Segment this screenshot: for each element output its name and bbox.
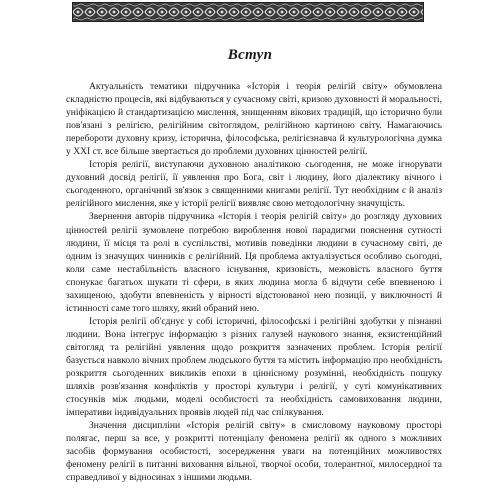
section-heading: Вступ	[227, 47, 273, 63]
paragraph-5: Значення дисципліни «Історія релігій світу» в смисловому науковому просторі полягає, перш за все, у розкритті потенціалу феномена релігії як одного з можливих засобів формування особистості, зосередження уваги на потенційних можливостях феномену релігії в питанні виховання вільної, творчої особи, толерантної, милосердної та справедливої у відносинах з іншими людьми.	[66, 420, 442, 484]
paragraph-4: Історія релігії об'єднує у собі історичні, філософські і релігійні здобутки у пізнанні людини. Вона інтегрує інформацію з різних галузей наукового знання, екзистенційний світогляд та релігійні уявлення щодо розкриття зазначених проблем. Історія релігії базується навколо вічних проблем людського буття та містить інформацію про необхідність розкриття сьогоденних викликів епохи в ціннісному розумінні, необхідність пошуку шляхів розв'язання конфліктів у просторі культури і релігії, у суті комунікативних стосунків між людьми, моделі особистості та необхідність самовиховання людини, імперативи індивідуальних проявів людей під час спілкування.	[66, 315, 442, 419]
paragraph-3: Звернення авторів підручника «Історія і теорія релігій світу» до розгляду духовних цінностей релігії зумовлене потребою вироблення нової парадигми пояснення сутності людини, її місця та ролі в суспільстві, мотивів поведінки людини в сучасному світі, де одним із значущих чинників є релігійний. Ця проблема актуалізується особливо сьогодні, коли саме нестабільність власного існування, кризовість, межовість власного буття спонукає багатьох шукати ті сфери, в яких людина могла б відчути себе впевненою і захищеною, здобути впевненість у вірності відстоюваної нею позиції, у виключності й істинності саме того шляху, який обраний нею.	[66, 211, 442, 314]
body-text	[66, 80, 442, 484]
decorative-ornament-border	[72, 2, 424, 22]
paragraph-1: Актуальність тематики підручника «Історія і теорія релігій світу» обумовлена складністю процесів, які відбуваються у сучасному світі, кризою духовності й моральності, уніфікацією й стандартизацією мислення, знищенням вікових традицій, що історично були пов'язані з релігією, релігійним світоглядом, релігійною картиною світу. Намагаючись перебороти духовну кризу, історична, філософська, релігієзнавча й культурологічна думка у XXI ст. все більше звертається до проблеми духовних цінностей релігії.	[66, 81, 442, 158]
paragraph-2: Історія релігії, виступаючи духовною аналітикою сьогодення, не може ігнорувати духовний досвід релігії, її уявлення про Бога, світ і людину, його діалектику вічного і сьогоденного, органічний зв'язок з священними книгами релігії. Тут необхідним є й аналіз релігійного мислення, яке у історії релігії виявляє свою методологічну значущість.	[66, 159, 442, 210]
